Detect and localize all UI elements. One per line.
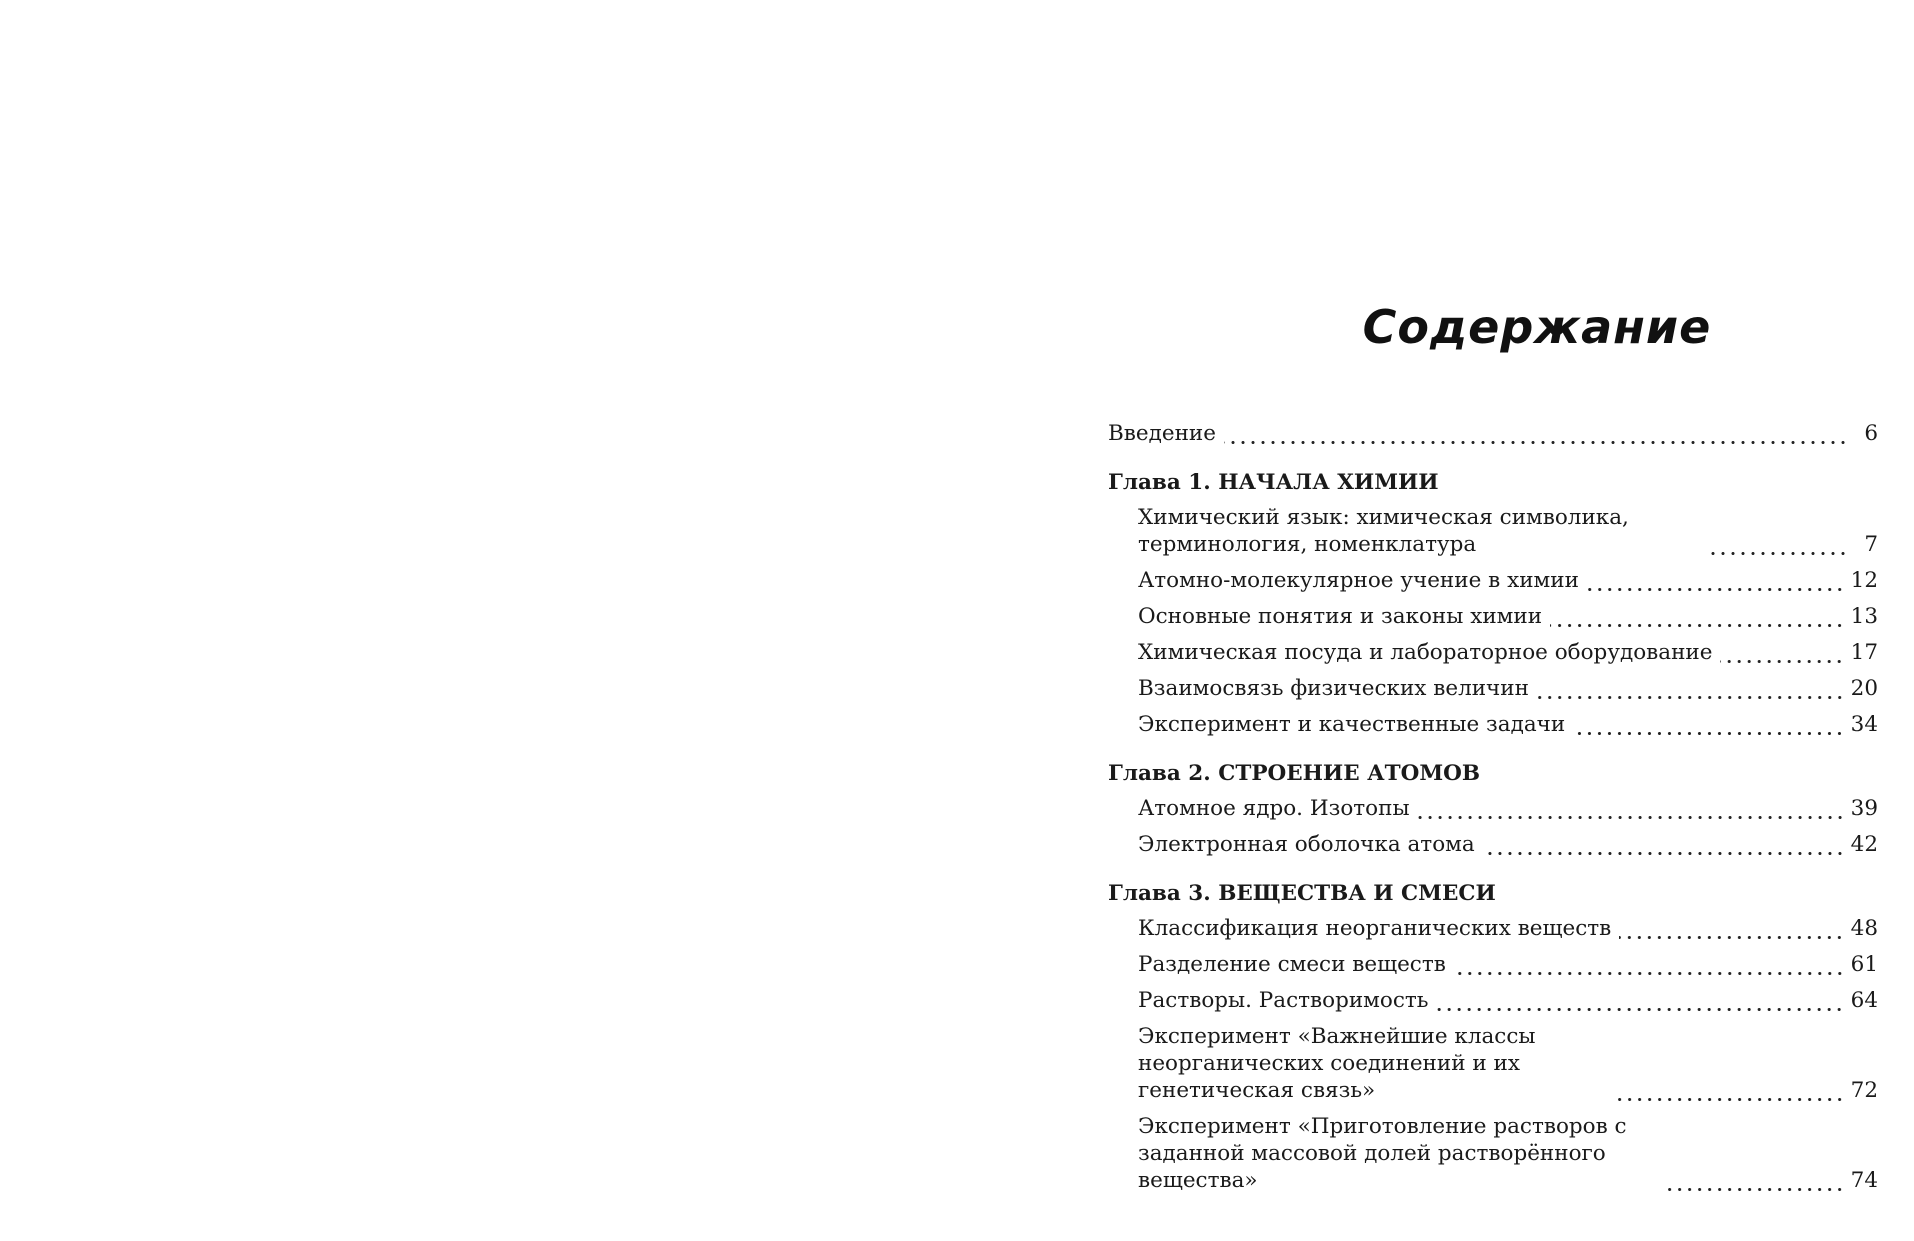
toc-page-number: 6 bbox=[1864, 421, 1878, 446]
toc-entry-label: Взаимосвязь физических величин bbox=[1138, 676, 1529, 701]
contents-page bbox=[1040, 0, 1914, 1241]
table-of-contents bbox=[1108, 420, 1878, 1216]
toc-page-number: 39 bbox=[1850, 796, 1878, 821]
toc-entry-label: Разделение смеси веществ bbox=[1138, 952, 1446, 977]
toc-page-number: 13 bbox=[1850, 604, 1878, 629]
dot-leader bbox=[1587, 567, 1845, 594]
toc-entry-label: Основные понятия и законы химии bbox=[1138, 604, 1543, 629]
dot-leader bbox=[1619, 915, 1844, 942]
toc-entry bbox=[1108, 987, 1878, 1014]
toc-page-number: 48 bbox=[1850, 916, 1878, 941]
toc-entry-label: Эксперимент «Важнейшие классы неорганических соединений и их генетическая связь» bbox=[1138, 1024, 1536, 1103]
toc-entry-label: Атомно-молекулярное учение в химии bbox=[1138, 568, 1579, 593]
toc-entry-intro bbox=[1108, 420, 1878, 447]
dot-leader bbox=[1706, 531, 1848, 558]
dot-leader bbox=[1573, 711, 1844, 738]
toc-page-number: 34 bbox=[1850, 712, 1878, 737]
toc-entry bbox=[1108, 603, 1878, 630]
toc-page-number: 12 bbox=[1850, 568, 1878, 593]
chapter-heading: Глава 2. СТРОЕНИЕ АТОМОВ bbox=[1108, 761, 1481, 786]
chapter-1 bbox=[1108, 469, 1878, 738]
dot-leader bbox=[1436, 987, 1844, 1014]
toc-page-number: 64 bbox=[1850, 988, 1878, 1013]
toc-entry bbox=[1108, 951, 1878, 978]
toc-entry-label: Растворы. Растворимость bbox=[1138, 988, 1429, 1013]
toc-entry-label: Эксперимент и качественные задачи bbox=[1138, 712, 1566, 737]
chapter-3 bbox=[1108, 880, 1878, 1194]
dot-leader bbox=[1550, 603, 1845, 630]
toc-page-number: 7 bbox=[1864, 532, 1878, 557]
toc-entry-label: Классификация неорганических веществ bbox=[1138, 916, 1612, 941]
dot-leader bbox=[1483, 831, 1845, 858]
toc-entry bbox=[1108, 1113, 1878, 1194]
toc-page-number: 74 bbox=[1850, 1168, 1878, 1193]
page-title: Содержание bbox=[1362, 300, 1712, 354]
chapter-heading: Глава 3. ВЕЩЕСТВА И СМЕСИ bbox=[1108, 881, 1496, 906]
dot-leader bbox=[1666, 1167, 1845, 1194]
toc-entry bbox=[1108, 915, 1878, 942]
toc-page-number: 20 bbox=[1850, 676, 1878, 701]
chapter-heading: Глава 1. НАЧАЛА ХИМИИ bbox=[1108, 470, 1439, 495]
toc-page-number: 17 bbox=[1850, 640, 1878, 665]
toc-entry-label: Электронная оболочка атома bbox=[1138, 832, 1475, 857]
toc-entry bbox=[1108, 639, 1878, 666]
dot-leader bbox=[1537, 675, 1845, 702]
dot-leader bbox=[1224, 420, 1848, 447]
toc-entry bbox=[1108, 711, 1878, 738]
toc-entry bbox=[1108, 795, 1878, 822]
dot-leader bbox=[1418, 795, 1845, 822]
toc-entry-label: Химическая посуда и лабораторное оборудование bbox=[1138, 640, 1713, 665]
toc-page-number: 61 bbox=[1850, 952, 1878, 977]
toc-entry-label: Введение bbox=[1108, 421, 1216, 446]
toc-entry bbox=[1108, 675, 1878, 702]
toc-entry bbox=[1108, 567, 1878, 594]
toc-page-number: 72 bbox=[1850, 1078, 1878, 1103]
toc-page-number: 42 bbox=[1850, 832, 1878, 857]
toc-entry bbox=[1108, 831, 1878, 858]
chapter-2 bbox=[1108, 760, 1878, 858]
dot-leader bbox=[1720, 639, 1844, 666]
toc-entry-label: Химический язык: химическая символика, терминология, номенклатура bbox=[1138, 505, 1629, 557]
toc-entry bbox=[1108, 504, 1878, 558]
dot-leader bbox=[1616, 1077, 1845, 1104]
dot-leader bbox=[1454, 951, 1845, 978]
toc-entry-label: Атомное ядро. Изотопы bbox=[1138, 796, 1410, 821]
toc-entry-label: Эксперимент «Приготовление растворов с заданной массовой долей растворённого вещества» bbox=[1138, 1114, 1627, 1193]
toc-entry bbox=[1108, 1023, 1878, 1104]
